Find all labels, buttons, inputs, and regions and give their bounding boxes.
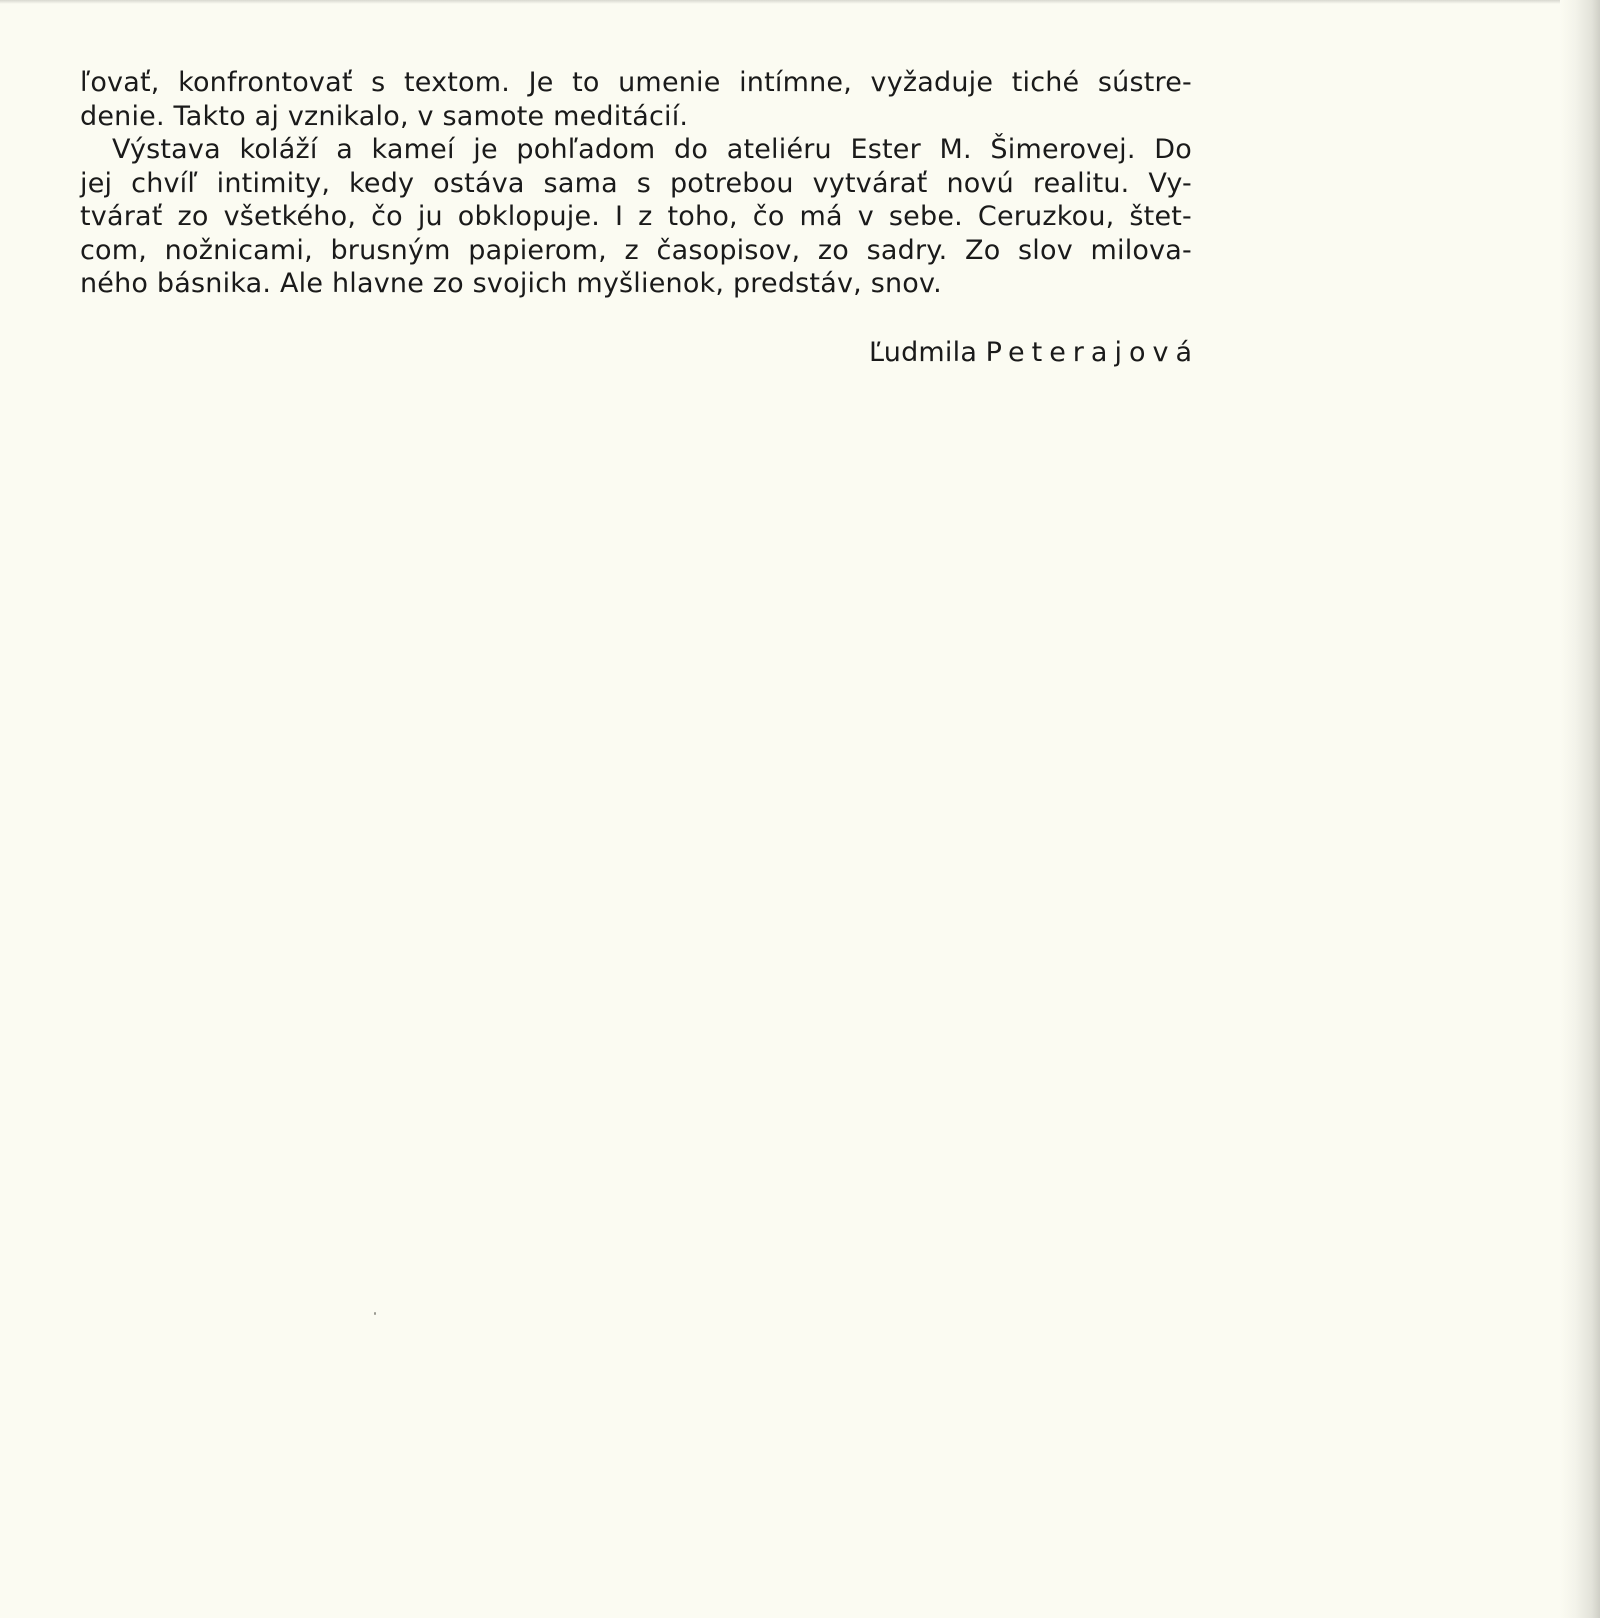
text-line: ľovať, konfrontovať s textom. Je to umenie intímne, vyžaduje tiché sústre- (80, 67, 1192, 98)
body-text (80, 66, 1192, 301)
text-line: ného básnika. Ale hlavne zo svojich myšlienok, predstáv, snov. (80, 268, 942, 299)
text-line: jej chvíľ intimity, kedy ostáva sama s potrebou vytvárať novú realitu. Vy- (80, 167, 1192, 199)
page-top-edge (0, 0, 1600, 4)
author-signature (80, 336, 1199, 370)
author-last-name: Peterajová (985, 337, 1199, 368)
text-line: denie. Takto aj vznikalo, v samote meditácií. (80, 100, 689, 132)
paper-speck (374, 1312, 376, 1315)
page-gutter-shadow (1560, 0, 1600, 1618)
author-first-name: Ľudmila (869, 337, 978, 368)
text-line: Výstava koláží a kameí je pohľadom do ateliéru Ester M. Šimerovej. Do (112, 134, 1192, 165)
text-line: tvárať zo všetkého, čo ju obklopuje. I z toho, čo má v sebe. Ceruzkou, štet- (80, 201, 1192, 232)
text-line: com, nožnicami, brusným papierom, z časopisov, zo sadry. Zo slov milova- (80, 234, 1192, 266)
